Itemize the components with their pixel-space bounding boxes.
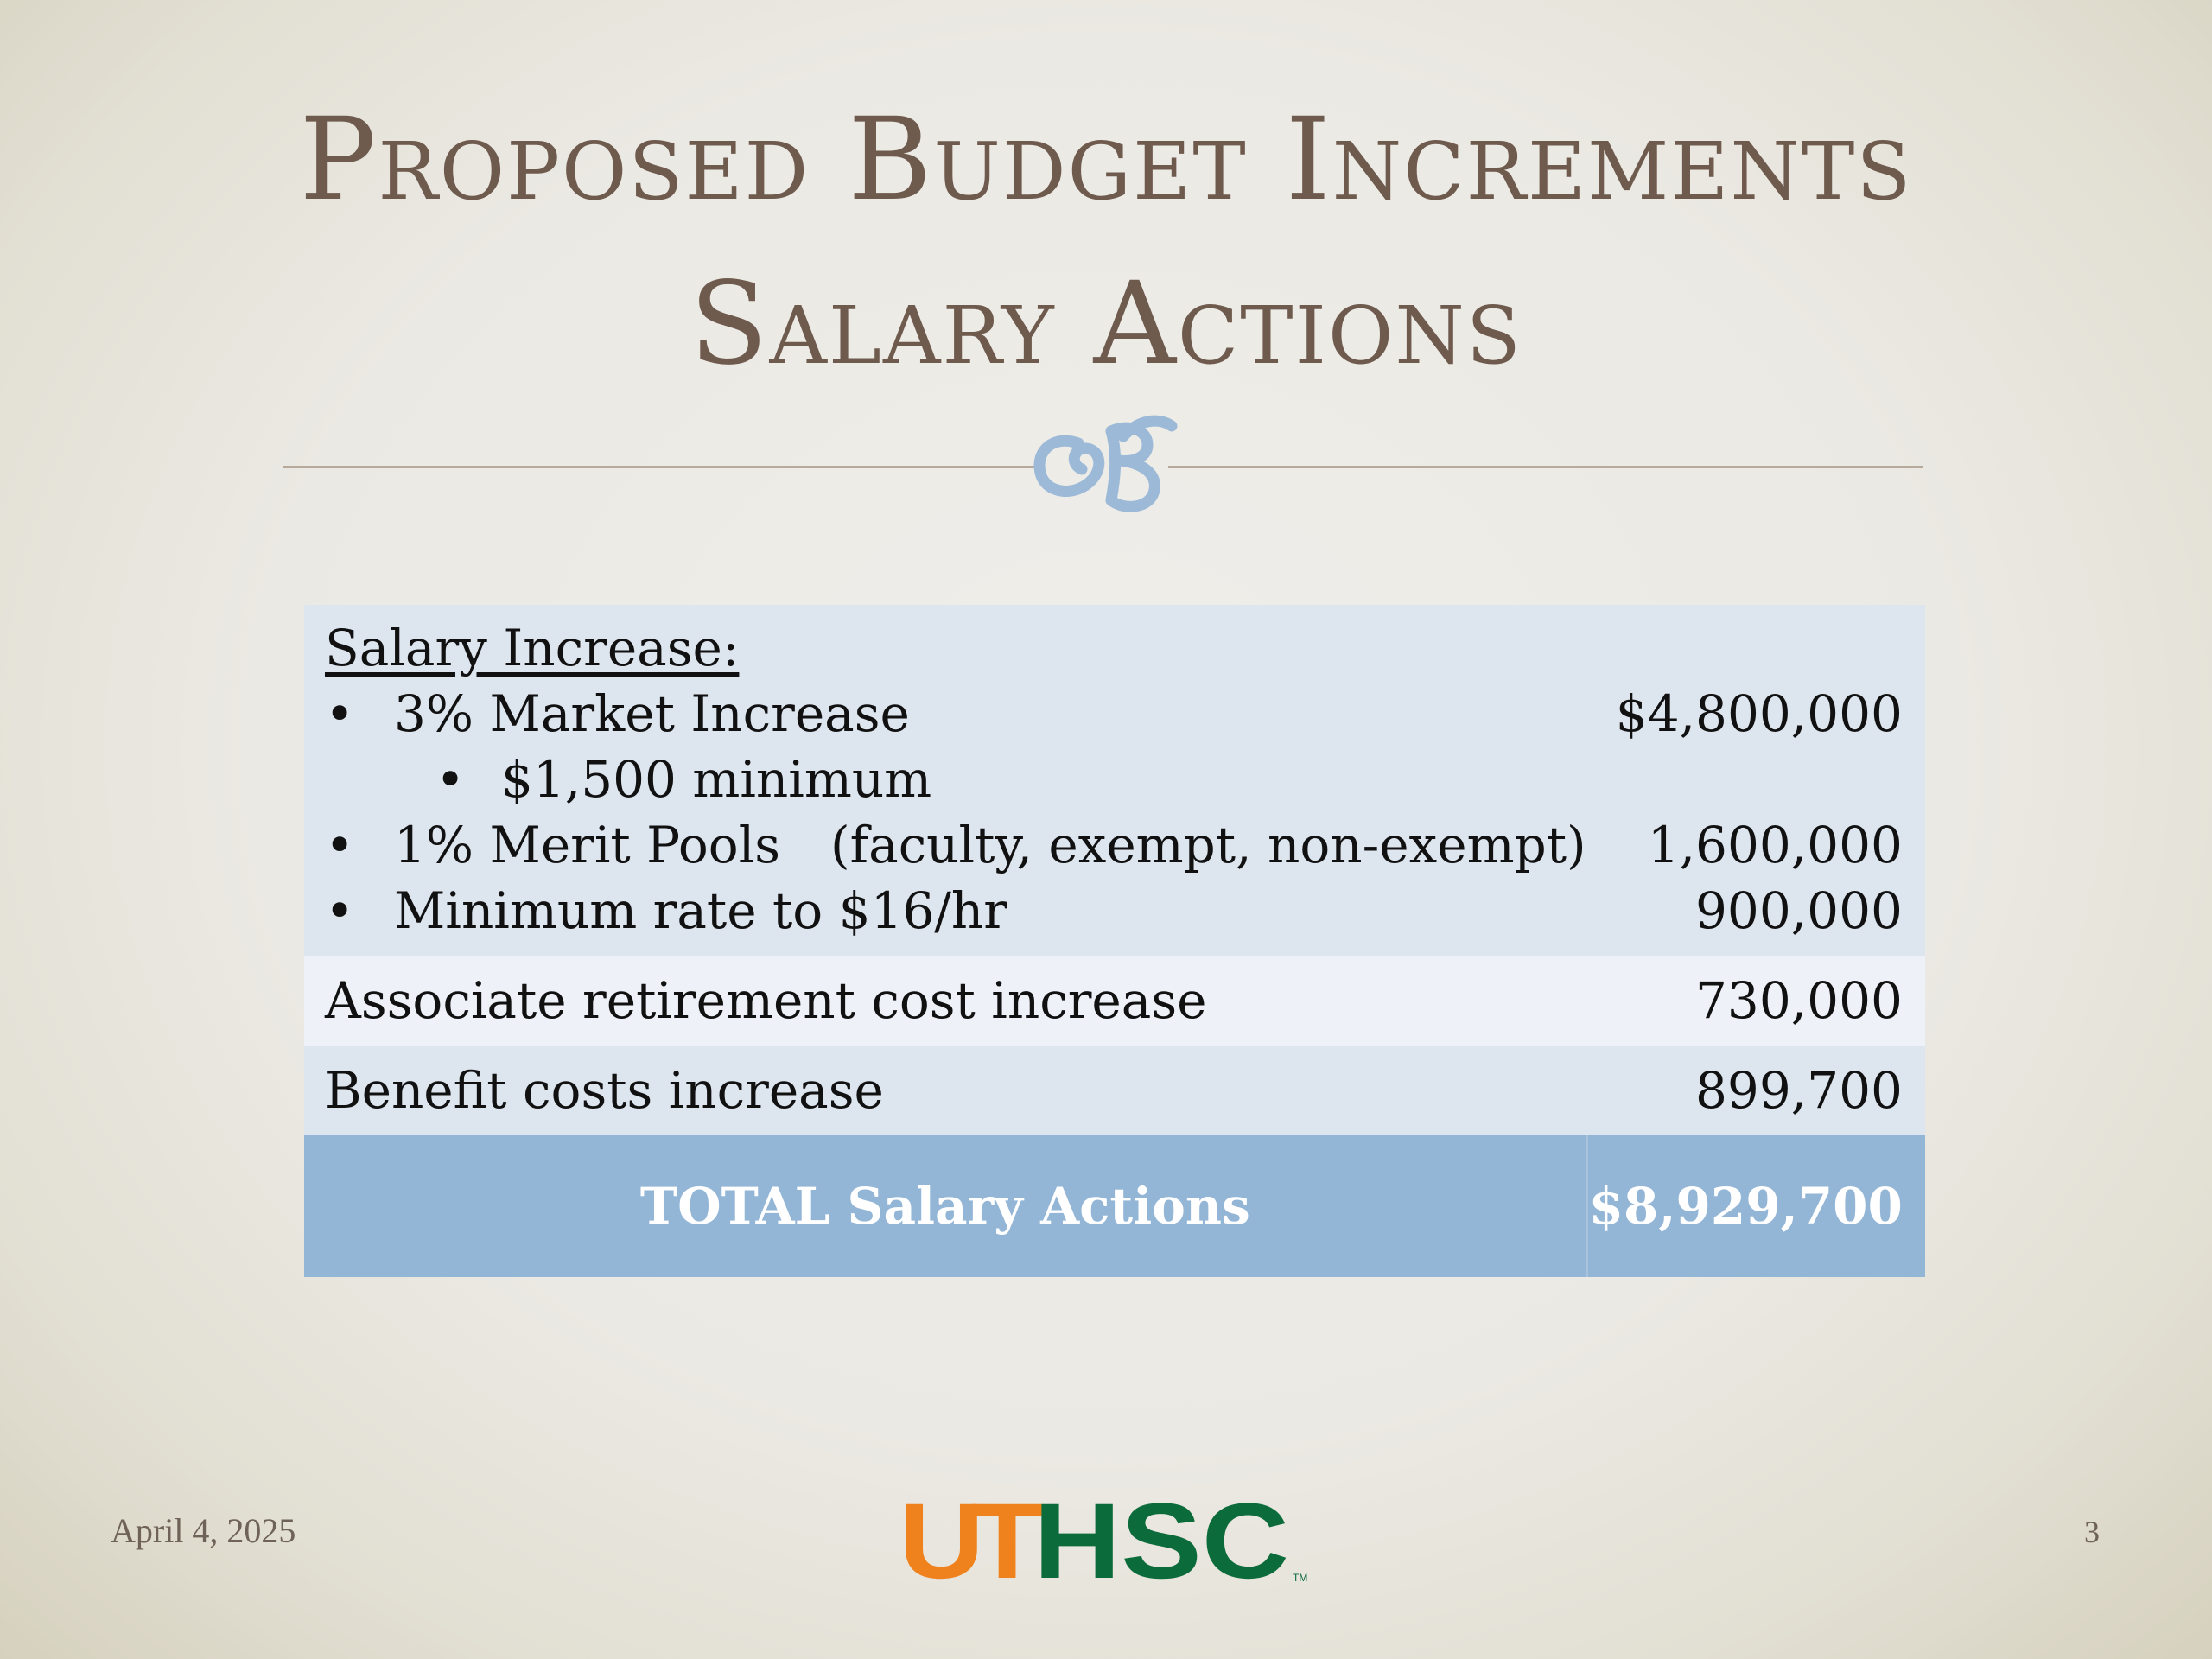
salary-increase-cell <box>304 605 1587 956</box>
slide-subtitle: Salary Actions <box>690 257 1522 391</box>
spacer <box>1588 615 1903 681</box>
logo-tm: TM <box>1293 1572 1308 1584</box>
logo-ut: UT <box>899 1486 1043 1590</box>
amount-merit-pools: 1,600,000 <box>1647 816 1903 874</box>
total-amount: $8,929,700 <box>1588 1177 1903 1236</box>
title-divider-right <box>1168 466 1923 468</box>
retirement-amount: 730,000 <box>1695 971 1903 1030</box>
amount-minimum-rate: 900,000 <box>1695 881 1903 940</box>
slide-title: Proposed Budget Increments <box>299 93 1913 226</box>
list-item-market-increase <box>325 681 1586 747</box>
table-row-benefits <box>304 1046 1925 1135</box>
footer-date: April 4, 2025 <box>111 1511 296 1550</box>
retirement-label: Associate retirement cost increase <box>325 971 1207 1030</box>
bullet: • <box>435 750 466 809</box>
logo-hsc: HSC <box>1033 1486 1289 1590</box>
item-label: Minimum rate to $16/hr <box>394 881 1007 940</box>
bullet: • <box>325 684 355 743</box>
amount-minimum <box>1588 747 1903 812</box>
uthsc-logo-icon <box>899 1486 1313 1590</box>
list-item-minimum <box>325 747 1586 812</box>
list-item-merit-pools <box>325 812 1586 878</box>
salary-amounts-cell <box>1587 605 1925 956</box>
benefits-amount: 899,700 <box>1695 1061 1903 1120</box>
title-divider-left <box>283 466 1044 468</box>
salary-increase-heading: Salary Increase: <box>325 619 740 677</box>
total-label: TOTAL Salary Actions <box>304 1135 1587 1277</box>
list-item-minimum-rate <box>325 878 1586 944</box>
salary-increase-row <box>304 605 1925 956</box>
bullet: • <box>325 816 355 874</box>
item-note: (faculty, exempt, non-exempt) <box>830 816 1586 874</box>
salary-actions-table <box>304 605 1925 1277</box>
table-row-total <box>304 1135 1925 1277</box>
amount-market-increase: $4,800,000 <box>1615 684 1903 743</box>
bullet: • <box>325 881 355 940</box>
table-row-retirement <box>304 956 1925 1046</box>
item-label: $1,500 minimum <box>501 750 932 809</box>
page-number: 3 <box>2084 1515 2100 1549</box>
ornament-flourish-icon <box>1028 410 1184 523</box>
benefits-label: Benefit costs increase <box>325 1061 884 1120</box>
item-label: 1% Merit Pools <box>394 816 781 874</box>
item-label: 3% Market Increase <box>394 684 910 743</box>
